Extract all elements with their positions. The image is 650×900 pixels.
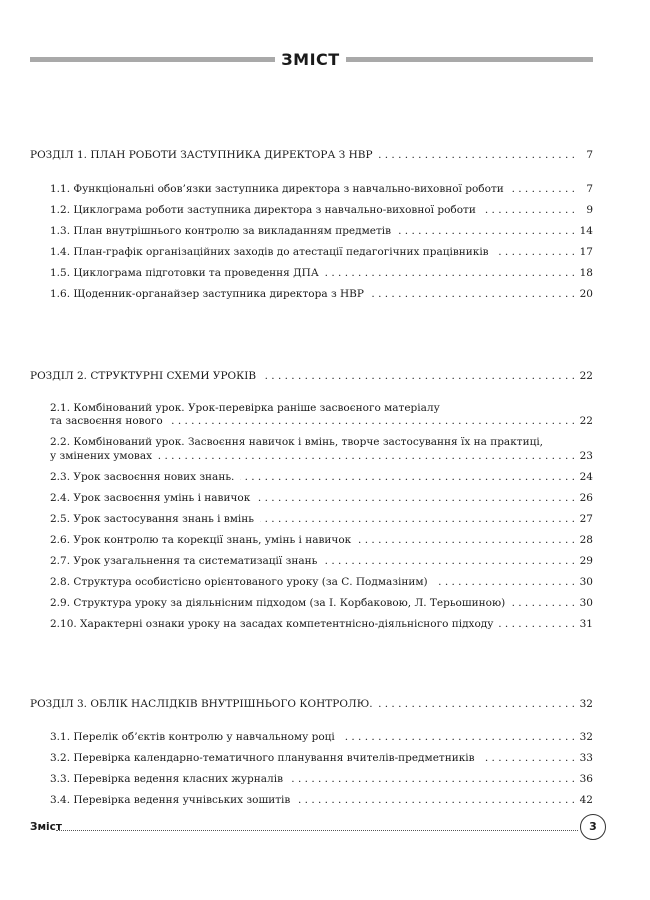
page-title: ЗМІСТ xyxy=(281,50,340,69)
entry-text: 2.10. Характерні ознаки уроку на засадах компетентнісно-діяльнісного підходу xyxy=(50,618,494,630)
page-header xyxy=(30,50,593,72)
entry-text: 2.8. Структура особистісно орієнтованого уроку (за С. Подмазіним) xyxy=(50,576,428,588)
page-number: 18 xyxy=(579,267,593,279)
toc-entry[interactable] xyxy=(50,245,593,259)
entry-text: 3.1. Перелік об’єктів контролю у навчальному році xyxy=(50,731,335,743)
leader-dots xyxy=(296,793,575,807)
toc-section-heading[interactable] xyxy=(30,148,593,162)
leader-dots xyxy=(511,596,575,610)
toc-entry[interactable] xyxy=(50,596,593,610)
leader-dots xyxy=(262,369,575,383)
leader-dots xyxy=(481,751,575,765)
entry-text: 2.6. Урок контролю та корекції знань, умінь і навичок xyxy=(50,534,352,546)
toc-entry[interactable] xyxy=(50,224,593,238)
leader-dots xyxy=(357,533,575,547)
page-number: 32 xyxy=(579,698,593,710)
footer-label: Зміст xyxy=(30,821,62,833)
leader-dots xyxy=(323,554,575,568)
section-heading-text: РОЗДІЛ 3. ОБЛІК НАСЛІДКІВ ВНУТРІШНЬОГО КОНТРОЛЮ. xyxy=(30,698,373,710)
entry-text: 1.1. Функціональні обов’язки заступника директора з навчально-виховної роботи xyxy=(50,183,504,195)
toc-entry[interactable] xyxy=(50,793,593,807)
leader-dots xyxy=(256,491,575,505)
leader-dots xyxy=(370,287,575,301)
entry-text: 2.4. Урок засвоєння умінь і навичок xyxy=(50,492,251,504)
page-number: 28 xyxy=(579,534,593,546)
leader-dots xyxy=(499,617,575,631)
section-heading-text: РОЗДІЛ 1. ПЛАН РОБОТИ ЗАСТУПНИКА ДИРЕКТОРА З НВР xyxy=(30,149,373,161)
leader-dots xyxy=(434,575,575,589)
leader-dots xyxy=(158,449,575,463)
toc-entry[interactable] xyxy=(50,512,593,526)
page-number: 20 xyxy=(579,288,593,300)
leader-dots xyxy=(379,148,575,162)
entry-text: 3.4. Перевірка ведення учнівських зошитів xyxy=(50,794,291,806)
section-heading-text: РОЗДІЛ 2. СТРУКТУРНІ СХЕМИ УРОКІВ xyxy=(30,370,257,382)
page-number: 9 xyxy=(586,204,593,216)
entry-text: 3.3. Перевірка ведення класних журналів xyxy=(50,773,283,785)
entry-text: 1.3. План внутрішнього контролю за викладанням предметів xyxy=(50,225,392,237)
page-number: 7 xyxy=(586,183,593,195)
entry-text: 2.7. Урок узагальнення та систематизації знань xyxy=(50,555,318,567)
page-number: 22 xyxy=(579,370,593,382)
page-number: 30 xyxy=(579,597,593,609)
leader-dots xyxy=(240,470,575,484)
toc-entry[interactable] xyxy=(50,554,593,568)
toc-entry[interactable] xyxy=(50,730,593,744)
toc-entry[interactable] xyxy=(50,182,593,196)
page-number: 32 xyxy=(579,731,593,743)
header-rule-left xyxy=(30,57,275,62)
toc-entry[interactable] xyxy=(50,772,593,786)
toc-entry[interactable] xyxy=(50,617,593,631)
page-number-badge: 3 xyxy=(580,814,606,840)
toc-entry[interactable] xyxy=(50,266,593,280)
page-number: 30 xyxy=(579,576,593,588)
toc-entry[interactable] xyxy=(50,203,593,217)
leader-dots xyxy=(260,512,575,526)
page-footer xyxy=(30,814,606,840)
header-rule-right xyxy=(346,57,593,62)
entry-text: 1.4. План-графік організаційних заходів до атестації педагогічних працівників xyxy=(50,246,489,258)
toc-section-heading[interactable] xyxy=(30,697,593,711)
toc-entry[interactable] xyxy=(50,414,593,428)
leader-dots xyxy=(341,730,575,744)
toc-entry[interactable] xyxy=(50,751,593,765)
entry-text: 1.2. Циклограма роботи заступника директора з навчально-виховної роботи xyxy=(50,204,476,216)
page-number: 7 xyxy=(586,149,593,161)
page-number: 23 xyxy=(579,450,593,462)
toc-entry[interactable] xyxy=(50,491,593,505)
entry-text: та засвоєння нового xyxy=(50,415,163,427)
toc-entry[interactable] xyxy=(50,287,593,301)
footer-dotted-rule xyxy=(56,830,578,831)
entry-text: 1.5. Циклограма підготовки та проведення ДПА xyxy=(50,267,319,279)
leader-dots xyxy=(289,772,575,786)
entry-text: у змінених умовах xyxy=(50,450,152,462)
leader-dots xyxy=(325,266,575,280)
page-number: 31 xyxy=(579,618,593,630)
leader-dots xyxy=(169,414,575,428)
toc-section-heading[interactable] xyxy=(30,369,593,383)
entry-text: 3.2. Перевірка календарно-тематичного планування вчителів-предметників xyxy=(50,752,475,764)
leader-dots xyxy=(510,182,575,196)
entry-text-line1: 2.2. Комбінований урок. Засвоєння навичок і вмінь, творче застосування їх на практиці, xyxy=(50,436,544,448)
entry-text: 1.6. Щоденник-органайзер заступника директора з НВР xyxy=(50,288,364,300)
page-number: 27 xyxy=(579,513,593,525)
entry-text: 2.3. Урок засвоєння нових знань. xyxy=(50,471,235,483)
page-number: 17 xyxy=(579,246,593,258)
leader-dots xyxy=(397,224,575,238)
leader-dots xyxy=(482,203,575,217)
leader-dots xyxy=(495,245,575,259)
page-number: 24 xyxy=(579,471,593,483)
page-number: 42 xyxy=(579,794,593,806)
entry-text: 2.5. Урок застосування знань і вмінь xyxy=(50,513,254,525)
page-number: 22 xyxy=(579,415,593,427)
leader-dots xyxy=(379,697,575,711)
entry-text: 2.9. Структура уроку за діяльнісним підходом (за І. Корбаковою, Л. Терьошиною) xyxy=(50,597,506,609)
page-number: 29 xyxy=(579,555,593,567)
entry-text-line1: 2.1. Комбінований урок. Урок-перевірка раніше засвоєного матеріалу xyxy=(50,402,440,414)
toc-entry[interactable] xyxy=(50,575,593,589)
toc-entry[interactable] xyxy=(50,470,593,484)
page-number: 14 xyxy=(579,225,593,237)
page-number: 33 xyxy=(579,752,593,764)
toc-entry[interactable] xyxy=(50,449,593,463)
toc-entry[interactable] xyxy=(50,533,593,547)
page-number: 36 xyxy=(579,773,593,785)
page-number: 26 xyxy=(579,492,593,504)
